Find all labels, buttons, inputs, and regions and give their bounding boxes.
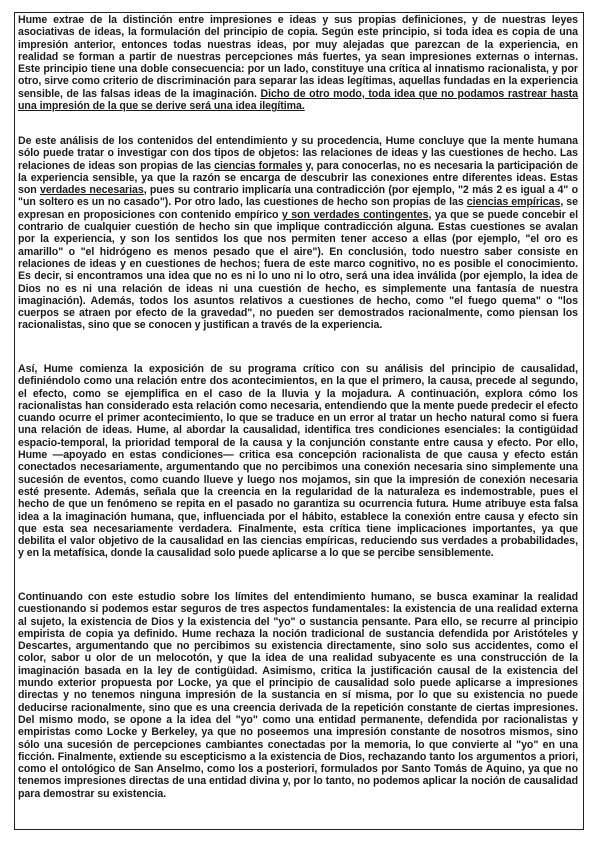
paragraph-substance-critique: [18, 591, 578, 800]
paragraph-text: , se expresan en proposiciones con contenido empírico: [18, 196, 578, 221]
paragraph-ideas-and-facts: [18, 135, 578, 332]
paragraph-text: , pues su contrario implicaría una contradicción (por ejemplo, "2 más 2 es igual a 4" o "un soltero es un no casado"). Por otro lado, las cuestiones de hecho son propias de las: [18, 184, 578, 209]
paragraph-text: De este análisis de los contenidos del entendimiento y su procedencia, Hume concluye que la mente humana sólo puede tratar o investigar con dos tipos de objetos: las relaciones de ideas y las cuestiones de hecho. Las relaciones de ideas son propias de las: [18, 135, 578, 172]
paragraph-text: y, para conocerlas, no es necesaria la participación de la experiencia sensible, ya que la razón se encarga de descubrir las conexiones entre diferentes ideas. Estas son: [18, 159, 578, 197]
paragraph-text: , ya que se puede concebir el contrario de cualquier cuestión de hecho sin que implique contradicción alguna. Estas cuestiones se avalan por la experiencia, y son los sentidos los que nos permiten tener acceso a ellas (por ejemplo, "el oro es amarillo" o "el hidrógeno es menos pesado que el aire"). En conclusión, todo nuestro saber consiste en relaciones de ideas y en cuestiones de hechos; fuera de este marco cognitivo, no es posible el conocimiento. Es decir, si encontramos una idea que no es ni lo uno ni lo otro, será una idea inválida (por ejemplo, la idea de Dios no es ni una relación de ideas ni una cuestión de hecho, es simplemente una fantasía de nuestra imaginación). Además, todos los asuntos relativos a cuestiones de hecho, como "el fuego quema" o "los cuerpos se atraen por efecto de la gravedad", no pueden ser demostrados racionalmente, como piensan los racionalistas, sino que se conocen y justifican a través de la experiencia.: [18, 208, 579, 332]
paragraph-text: Continuando con este estudio sobre los límites del entendimiento humano, se busca examinar la realidad cuestionando si podemos estar seguros de tres aspectos fundamentales: la existencia de una realidad externa al sujeto, la existencia de Dios y la existencia del "yo" o sustancia pensante. Para ello, se recurre al principio empirista de copia ya definido. Hume rechaza la noción tradicional de sustancia defendida por Aristóteles y Descartes, argumentando que no percibimos su existencia directamente, sino solo sus accidentes, como el color, sabor u olor de un melocotón, y que la idea de una realidad subyacente es una construcción de la imaginación basada en la ley de contigüidad. Asimismo, critica la justificación causal de la existencia del mundo exterior propuesta por Locke, ya que el principio de causalidad solo puede aplicarse a impresiones directas y no tenemos ninguna impresión de la sustancia en sí misma, por lo que su existencia no puede deducirse racionalmente, sino que es una creencia derivada de la repetición constante de ciertas impresiones. Del mismo modo, se opone a la idea del "yo" como una entidad permanente, defendida por racionalistas y empiristas como Locke y Berkeley, ya que no poseemos una impresión constante de nosotros mismos, sino sólo una sucesión de percepciones cambiantes conectadas por la memoria, lo que convierte al "yo" en una ficción. Finalmente, extiende su escepticismo a la existencia de Dios, rechazando tanto los argumentos a priori, como el ontológico de San Anselmo, como los a posteriori, formulados por Santo Tomás de Aquino, ya que no tenemos impresiones directas de una entidad divina y, por lo tanto, no podemos aplicar la noción de causalidad para demostrar su existencia.: [18, 591, 578, 800]
underlined-conclusion: Dicho de otro modo, toda idea que no podamos rastrear hasta una impresión de la que se derive será una idea ilegítima.: [18, 87, 578, 113]
paragraph-copy-principle: [18, 14, 578, 112]
underlined-term-formal-sciences: ciencias formales: [214, 159, 303, 172]
underlined-term-contingent-truths: y son verdades contingentes: [281, 208, 429, 221]
paragraph-text: Hume extrae de la distinción entre impresiones e ideas y sus propias definiciones, y de nuestras leyes asociativas de ideas, la formulación del principio de copia. Según este principio, si toda idea es copia de una impresión anterior, entonces todas nuestras ideas, por muy alejadas que parezcan de la experiencia, en realidad se forman a partir de nuestras percepciones más fuertes, ya sean impresiones externas o internas. Este principio tiene una doble consecuencia: por un lado, constituye una crítica al innatismo racionalista, y por otro, sirve como criterio de discriminación para separar las ideas legítimas, aquellas fundadas en la experiencia sensible, de las falsas ideas de la imaginación.: [18, 14, 578, 100]
underlined-term-empirical-sciences: ciencias empíricas: [466, 196, 561, 209]
paragraph-text: Así, Hume comienza la exposición de su programa crítico con su análisis del principio de causalidad, definiéndolo como una relación entre dos acontecimientos, en la que el primero, la causa, precede al segundo, el efecto, como se ejemplifica en el caso de la lluvia y la mojadura. A continuación, explora cómo los racionalistas han considerado esta relación como necesaria, entendiendo que la mente puede predecir el efecto cuando ocurre el primer acontecimiento, lo que se traduce en un error al tratar un hecho natural como si fuera una relación de ideas. Hume, al abordar la causalidad, identifica tres condiciones esenciales: la contigüidad espacio-temporal, la prioridad temporal de la causa y la conjunción constante entre causa y efecto. Por ello, Hume —apoyado en estas condiciones— critica esa concepción racionalista de que causa y efecto están conectados necesariamente, argumentando que no percibimos una conexión necesaria sino simplemente una sucesión de eventos, como cuando llueve y luego nos mojamos, sin que la impresión de conexión necesaria esté presente. Además, señala que la creencia en la regularidad de la naturaleza es indemostrable, pues el hecho de que un fenómeno se repita en el pasado no garantiza su ocurrencia futura. Hume atribuye esta falsa idea a la imaginación humana, que, influenciada por el hábito, establece la conexión entre causa y efecto sin que esta sea necesariamente verdadera. Finalmente, esta crítica tiene implicaciones importantes, ya que debilita el valor objetivo de la causalidad en las ciencias empíricas, reduciendo sus verdades a probabilidades, y en la metafísica, donde la causalidad solo puede aplicarse a lo que se percibe sensiblemente.: [18, 363, 578, 560]
underlined-term-necessary-truths: verdades necesarias: [39, 184, 144, 197]
paragraph-causality: [18, 363, 578, 560]
